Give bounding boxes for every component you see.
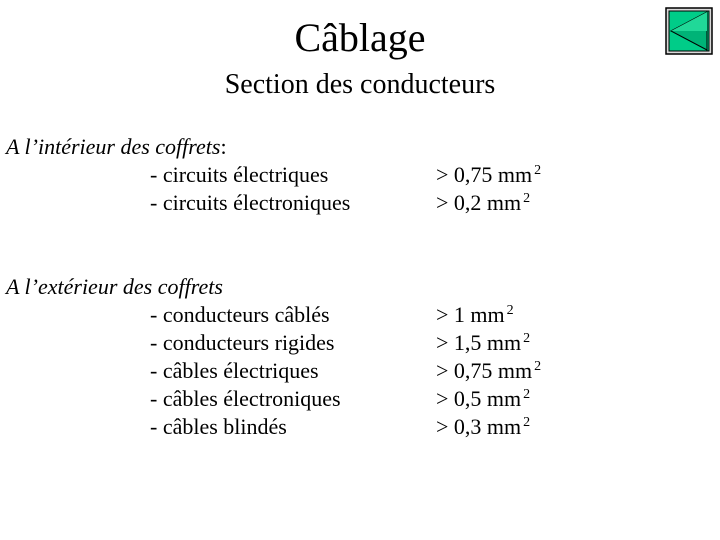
list-item-label: - câbles blindés xyxy=(150,414,287,439)
list-item-label: - câbles électroniques xyxy=(150,386,341,411)
list-item-label: - circuits électriques xyxy=(150,162,329,187)
list-item-label: - circuits électroniques xyxy=(150,190,351,215)
section-heading-interior: A l’intérieur des coffrets: xyxy=(6,134,227,159)
list-item-value: > 0,3 mm $^2$ xyxy=(436,414,531,439)
slide-title: Câblage xyxy=(294,15,426,60)
list-item-value: > 1,5 mm $^2$ xyxy=(436,330,531,355)
list-item-label: - câbles électriques xyxy=(150,358,319,383)
list-item-value: > 0,5 mm $^2$ xyxy=(436,386,531,411)
list-item-label: - conducteurs rigides xyxy=(150,330,335,355)
list-item-value: > 0,75 mm $^2$ xyxy=(436,162,542,187)
list-item-value: > 0,75 mm $^2$ xyxy=(436,358,542,383)
slide-subtitle: Section des conducteurs xyxy=(224,69,496,100)
back-arrow-icon xyxy=(665,7,713,55)
list-item-value: > 0,2 mm $^2$ xyxy=(436,190,531,215)
back-button[interactable] xyxy=(665,7,713,55)
section-heading-exterior: A l’extérieur des coffrets xyxy=(6,274,223,299)
list-item-value: > 1 mm $^2$ xyxy=(436,302,514,327)
list-item-label: - conducteurs câblés xyxy=(150,302,330,327)
